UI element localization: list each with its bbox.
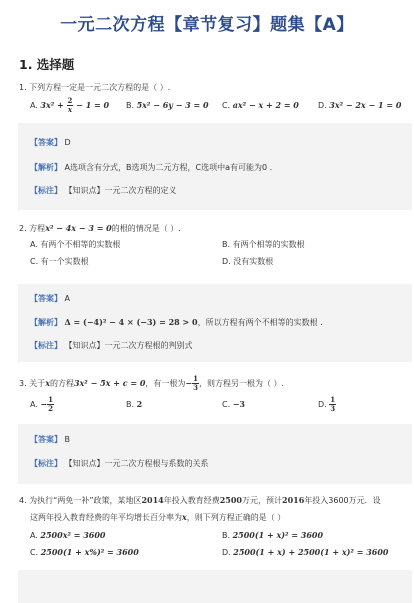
q4-option-d[interactable] (222, 546, 388, 559)
stem-text: 万元，预计 (242, 496, 282, 505)
q1-option-b[interactable] (126, 99, 209, 112)
q2-option-a[interactable]: A. 有两个不相等的实数根 (30, 240, 121, 249)
q3-option-b[interactable] (126, 398, 142, 411)
stem-text: 2. 方程 (19, 224, 46, 233)
fraction-den: x (67, 105, 73, 114)
option-value: −3 (232, 399, 245, 409)
stem-text: 这两年投入教育经费的年平均增长百分率为 (30, 513, 182, 522)
answer-tag: 【答案】 (30, 138, 62, 147)
note-tag: 【标注】 (30, 459, 62, 468)
option-label: A. (30, 101, 38, 110)
option-label: D. (222, 548, 231, 557)
option-label: D. (318, 400, 327, 409)
option-fraction (329, 396, 336, 413)
q3-option-a[interactable] (30, 396, 54, 413)
analysis-text: ，所以方程有两个不相等的实数根 . (197, 318, 323, 327)
q1-answer (30, 137, 71, 148)
stem-number: 2014 (141, 495, 164, 505)
q2-answer (30, 293, 70, 304)
q3-option-d[interactable] (318, 396, 336, 413)
q3-answer (30, 434, 70, 445)
option-label: B. (126, 101, 135, 110)
note-text: 【知识点】一元二次方程的定义 (64, 186, 177, 195)
analysis-tag: 【解析】 (30, 318, 62, 327)
answer-value: D (64, 138, 71, 147)
analysis-formula: Δ = (−4)² − 4 × (−3) = 28 > 0 (64, 317, 198, 327)
q1-d-formula: 3x² − 2x − 1 = 0 (329, 100, 402, 110)
q2-option-c[interactable]: C. 有一个实数根 (30, 257, 89, 266)
option-label: C. (222, 400, 231, 409)
q3-option-c[interactable] (222, 398, 245, 411)
q4-option-c[interactable] (30, 546, 139, 559)
q2-solution-box (18, 284, 412, 362)
stem-number: 2016 (282, 495, 305, 505)
analysis-text: A选项含有分式，B选项为二元方程，C选项中a有可能为0 . (64, 163, 273, 172)
answer-tag: 【答案】 (30, 435, 62, 444)
q3-solution-box (18, 424, 412, 484)
q1-solution-box (18, 123, 412, 210)
q1-option-d[interactable] (318, 99, 401, 112)
page-title: 一元二次方程【章节复习】题集【A】 (60, 15, 354, 35)
option-label: C. (222, 101, 231, 110)
option-formula: 2500(1 + x) + 2500(1 + x)² = 3600 (233, 547, 389, 557)
q2-option-d[interactable]: D. 没有实数根 (222, 257, 274, 266)
option-fraction (47, 396, 54, 413)
fraction-num: 1 (330, 395, 336, 404)
q4-stem-line2 (30, 511, 285, 524)
stem-text: 年投入教育经费 (163, 496, 220, 505)
note-tag: 【标注】 (30, 341, 62, 350)
option-label: A. (30, 531, 38, 540)
q1-option-a[interactable] (30, 97, 109, 114)
q1-b-formula: 5x² − 6y − 3 = 0 (136, 100, 209, 110)
stem-text: 4. 为执行“两免一补”政策，某地区 (19, 496, 142, 505)
analysis-tag: 【解析】 (30, 163, 62, 172)
stem-formula: 3x² − 5x + c = 0 (73, 378, 146, 388)
option-formula: 2500x² = 3600 (40, 530, 106, 540)
stem-text: 3. 关于 (19, 379, 46, 388)
option-label: A. (30, 400, 38, 409)
stem-formula: x² − 4x − 3 = 0 (45, 223, 112, 233)
q1-a-part2: − 1 = 0 (73, 100, 110, 110)
q1-stem: 1. 下列方程一定是一元二次方程的是（ ）. (19, 83, 171, 92)
answer-value: A (64, 294, 71, 303)
fraction-den: 2 (48, 404, 53, 413)
q3-note (30, 458, 209, 469)
q1-a-part1: 3x² + (40, 100, 67, 110)
answer-value: B (64, 435, 71, 444)
option-minus: − (40, 399, 48, 409)
q1-note (30, 185, 177, 196)
q2-note (30, 340, 193, 351)
stem-text: ，则下列方程正确的是（ ） (186, 513, 286, 522)
q1-option-c[interactable] (222, 99, 299, 112)
q2-stem (19, 222, 181, 235)
fraction-den: 3 (193, 383, 198, 392)
note-text: 【知识点】一元二次方程根的判别式 (64, 341, 193, 350)
q1-analysis (30, 162, 272, 173)
q4-option-a[interactable] (30, 529, 106, 542)
option-formula: 2500(1 + x%)² = 3600 (40, 547, 139, 557)
q2-option-b[interactable]: B. 有两个相等的实数根 (222, 240, 305, 249)
option-label: D. (318, 101, 327, 110)
q4-solution-box (18, 570, 412, 603)
stem-variable: x (182, 512, 187, 522)
fraction-num: 1 (48, 395, 53, 404)
section-heading: 1. 选择题 (19, 57, 75, 72)
stem-text: 年投入3600万元．设 (304, 496, 381, 505)
stem-text: 的方程 (49, 379, 74, 388)
option-formula: 2500(1 + x)² = 3600 (232, 530, 324, 540)
stem-text: ，则方程另一根为（ ）. (198, 379, 285, 388)
note-text: 【知识点】一元二次方程根与系数的关系 (64, 459, 209, 468)
q4-option-b[interactable] (222, 529, 323, 542)
stem-text: ，有一根为 (145, 379, 186, 388)
option-label: B. (222, 531, 231, 540)
q4-stem-line1 (19, 494, 381, 507)
option-label: C. (30, 548, 39, 557)
fraction-den: 3 (330, 404, 336, 413)
fraction-num: 2 (67, 96, 73, 105)
q2-analysis (30, 317, 323, 328)
stem-fraction (192, 375, 199, 392)
q1-c-formula: ax² − x + 2 = 0 (232, 100, 299, 110)
stem-number: 2500 (219, 495, 242, 505)
q3-stem (19, 375, 284, 392)
stem-text: 的根的情况是（ ）. (111, 224, 181, 233)
fraction-num: 1 (193, 374, 198, 383)
stem-variable: x (45, 378, 50, 388)
note-tag: 【标注】 (30, 186, 62, 195)
stem-minus: − (185, 378, 193, 388)
option-value: 2 (136, 399, 143, 409)
answer-tag: 【答案】 (30, 294, 62, 303)
option-label: B. (126, 400, 135, 409)
